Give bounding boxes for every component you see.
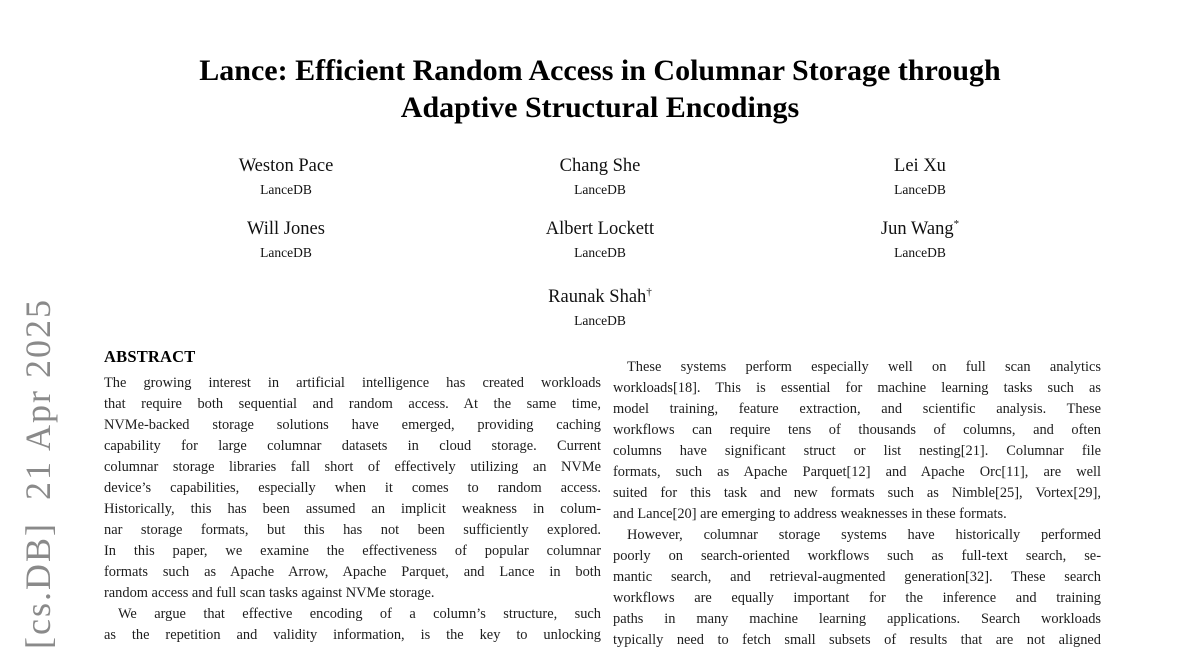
body-text-line: device’s capabilities, especially when it comes to random access. <box>104 480 601 496</box>
author-name <box>116 155 456 178</box>
body-text-line: formats such as Apache Arrow, Apache Parquet, and Lance in both <box>104 564 601 580</box>
intro-column <box>613 357 1101 651</box>
author-name <box>750 155 1090 178</box>
body-text-line: that require both sequential and random access. At the same time, <box>104 396 601 412</box>
author-name <box>430 218 770 241</box>
body-text-line: NVMe-backed storage solutions have emerged, providing caching <box>104 417 601 433</box>
abstract-body <box>104 373 601 646</box>
author-name <box>750 218 1090 241</box>
intro-body <box>613 357 1101 651</box>
author-affiliation: LanceDB <box>574 313 626 328</box>
author-block <box>750 218 1090 261</box>
body-text-line: However, columnar storage systems have historically performed <box>627 527 1101 543</box>
author-name-text: Chang She <box>559 156 641 176</box>
author-name-text: Raunak Shah <box>548 287 647 307</box>
body-text-line: formats, such as Apache Parquet[12] and Apache Orc[11], are well <box>613 464 1101 480</box>
body-text-line: columnar storage libraries fall short of effectively utilizing an NVMe <box>104 459 601 475</box>
author-name-text: Lei Xu <box>894 156 946 176</box>
paper-title <box>0 52 1200 126</box>
body-text-line: These systems perform especially well on full scan analytics <box>627 359 1101 375</box>
paper-title-line-1: Lance: Efficient Random Access in Columnar Storage through <box>199 54 1001 87</box>
body-text-line: The growing interest in artificial intelligence has created workloads <box>104 375 601 391</box>
body-text-line: paths in many machine learning applications. Search workloads <box>613 611 1101 627</box>
body-text-line: Historically, this has been assumed an implicit weakness in colum- <box>104 501 601 517</box>
author-name-text: Jun Wang <box>880 219 954 239</box>
arxiv-sidebar-label: [cs.DB] 21 Apr 2025 <box>18 298 58 649</box>
author-footnote-mark: * <box>953 217 960 230</box>
body-text-line: nar storage formats, but this has not been sufficiently explored. <box>104 522 601 538</box>
author-name-text: Weston Pace <box>238 156 334 176</box>
author-affiliation: LanceDB <box>894 182 946 197</box>
author-name <box>430 155 770 178</box>
body-text-line: and Lance[20] are emerging to address weaknesses in these formats. <box>613 506 1007 522</box>
author-name <box>430 286 770 309</box>
body-text-line: workloads[18]. This is essential for machine learning tasks such as <box>613 380 1101 396</box>
author-block <box>116 218 456 261</box>
body-text-line: model training, feature extraction, and scientific analysis. These <box>613 401 1101 417</box>
author-affiliation: LanceDB <box>260 245 312 260</box>
body-text-line: workflows are equally important for the inference and training <box>613 590 1101 606</box>
author-affiliation: LanceDB <box>260 182 312 197</box>
body-text-line: In this paper, we examine the effectiveness of popular columnar <box>104 543 601 559</box>
paper-title-line-2: Adaptive Structural Encodings <box>400 91 800 124</box>
body-text-line: as the repetition and validity information, is the key to unlocking <box>104 627 601 643</box>
body-text-line: We argue that effective encoding of a column’s structure, such <box>118 606 601 622</box>
author-name <box>116 218 456 241</box>
body-text-line: typically need to fetch small subsets of results that are not aligned <box>613 632 1101 648</box>
author-name-text: Albert Lockett <box>545 219 655 239</box>
body-text-line: workflows can require tens of thousands of columns, and often <box>613 422 1101 438</box>
author-affiliation: LanceDB <box>574 245 626 260</box>
body-text-line: random access and full scan tasks against NVMe storage. <box>104 585 435 601</box>
author-block <box>430 286 770 329</box>
body-text-line: mantic search, and retrieval-augmented generation[32]. These search <box>613 569 1101 585</box>
author-block <box>750 155 1090 198</box>
author-affiliation: LanceDB <box>894 245 946 260</box>
body-text-line: columns have significant struct or list nesting[21]. Columnar file <box>613 443 1101 459</box>
abstract-column <box>104 348 601 646</box>
author-name-text: Will Jones <box>247 219 325 239</box>
author-affiliation: LanceDB <box>574 182 626 197</box>
body-text-line: poorly on search-oriented workflows such as full-text search, se- <box>613 548 1101 564</box>
author-block <box>430 218 770 261</box>
author-block <box>116 155 456 198</box>
body-text-line: suited for this task and new formats such as Nimble[25], Vortex[29], <box>613 485 1101 501</box>
abstract-heading: ABSTRACT <box>104 347 196 366</box>
body-text-line: capability for large columnar datasets in cloud storage. Current <box>104 438 601 454</box>
author-footnote-mark: † <box>646 285 652 298</box>
author-block <box>430 155 770 198</box>
